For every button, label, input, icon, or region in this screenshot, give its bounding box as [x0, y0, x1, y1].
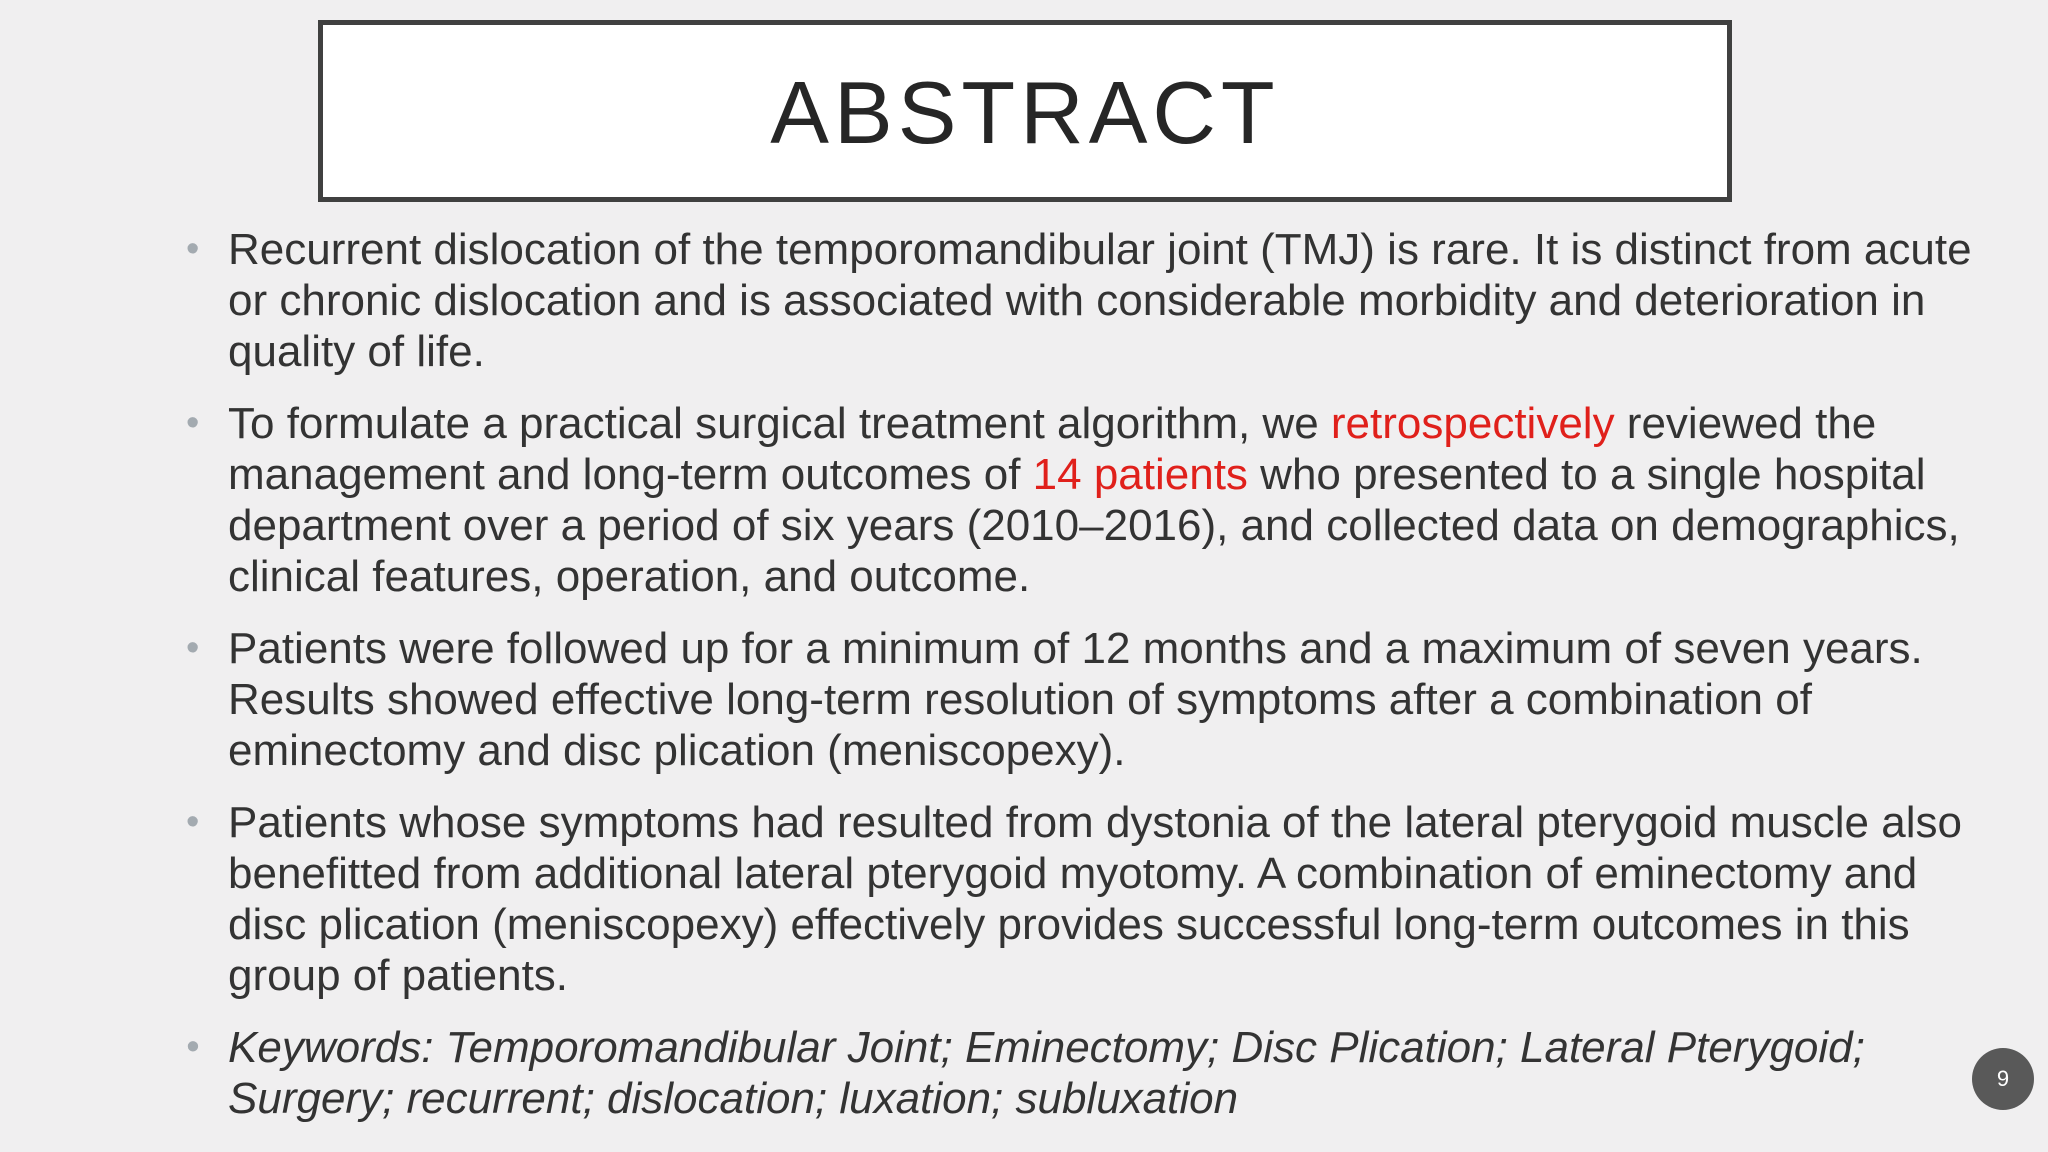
bullet-dot-icon: •	[186, 801, 200, 843]
title-box	[318, 20, 1732, 202]
bullet-item	[186, 797, 1976, 1001]
keywords-text: Keywords: Temporomandibular Joint; Eminectomy; Disc Plication; Lateral Pterygoid; Surgery; recurrent; dislocation; luxation; subluxation	[228, 1023, 1865, 1123]
bullet-dot-icon: •	[186, 1026, 200, 1068]
bullet-text: Patients whose symptoms had resulted from dystonia of the lateral pterygoid muscle also benefitted from additional lateral pterygoid myotomy. A combination of eminectomy and disc plication (meniscopexy) effectively provides successful long-term outcomes in this group of patients.	[228, 798, 1962, 1000]
bullet-item	[186, 623, 1976, 776]
bullet-item-keywords	[186, 1022, 1976, 1124]
highlight-patient-count: 14 patients	[1032, 450, 1248, 499]
bullet-text: Recurrent dislocation of the temporomandibular joint (TMJ) is rare. It is distinct from acute or chronic dislocation and is associated with considerable morbidity and deterioration in quality of life.	[228, 225, 1972, 376]
highlight-retrospectively: retrospectively	[1330, 399, 1615, 448]
bullet-item	[186, 224, 1976, 377]
bullet-dot-icon: •	[186, 402, 200, 444]
bullet-text-part: reviewed the management and long-term outcomes of	[228, 399, 1877, 499]
bullet-dot-icon: •	[186, 228, 200, 270]
slide-title: ABSTRACT	[770, 63, 1280, 162]
bullet-dot-icon: •	[186, 627, 200, 669]
page-number: 9	[1996, 1066, 2010, 1091]
bullet-item	[186, 398, 1976, 602]
bullet-text-part: To formulate a practical surgical treatment algorithm, we	[228, 399, 1331, 448]
bullet-text: Patients were followed up for a minimum of 12 months and a maximum of seven years. Results showed effective long-term resolution of symptoms after a combination of eminectomy and disc plication (meniscopexy).	[228, 624, 1923, 775]
bullet-text-part: who presented to a single hospital department over a period of six years (2010–2016), and collected data on demographics, clinical features, operation, and outcome.	[228, 450, 1960, 601]
page-number-badge	[1972, 1048, 2034, 1110]
bullet-list	[186, 224, 1976, 1145]
